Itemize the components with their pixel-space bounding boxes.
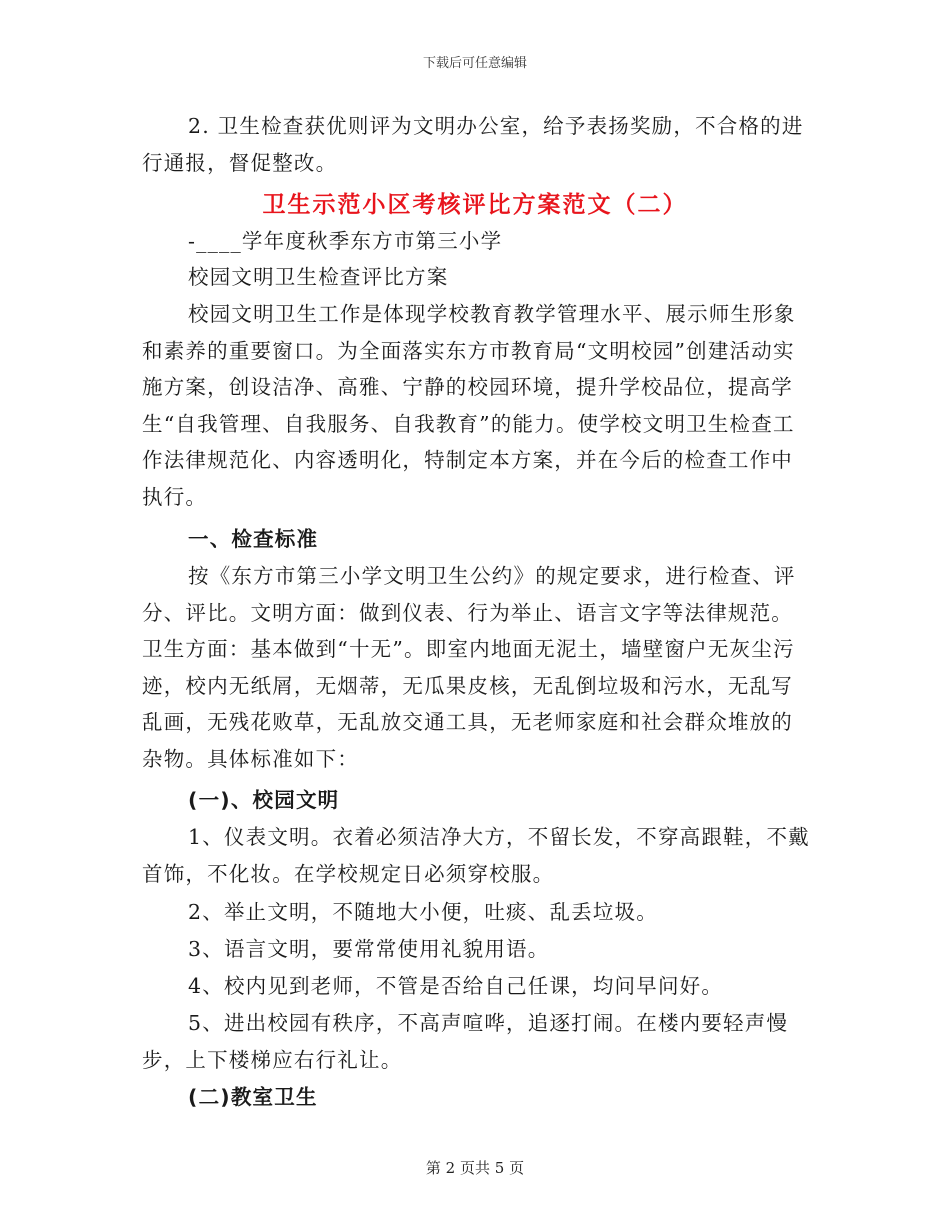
subsection-heading-classroom: (二)教室卫生 xyxy=(188,1085,318,1109)
campus-item-1: 1、仪表文明。衣着必须洁净大方，不留长发，不穿高跟鞋，不戴首饰，不化妆。在学校规定日必须穿校服。 xyxy=(142,825,810,886)
document-title: 卫生示范小区考核评比方案范文（二） xyxy=(262,192,688,218)
standard-paragraph: 按《东方市第三小学文明卫生公约》的规定要求，进行检查、评分、评比。文明方面：做到仪表、行为举止、语言文字等法律规范。卫生方面：基本做到“十无”。即室内地面无泥土，墙壁窗户无灰尘污迹，校内无纸屑，无烟蒂，无瓜果皮核，无乱倒垃圾和污水，无乱写乱画，无残花败草，无乱放交通工具，无老师家庭和社会群众堆放的杂物。具体标准如下： xyxy=(142,564,796,771)
section-heading-standard: 一、检查标准 xyxy=(188,527,319,551)
subtitle-plan-name: 校园文明卫生检查评比方案 xyxy=(188,265,449,289)
page-header-note: 下载后可任意编辑 xyxy=(422,56,527,71)
subsection-heading-campus: (一)、校园文明 xyxy=(188,788,340,812)
page-footer: 第 2 页共 5 页 xyxy=(425,1159,525,1177)
subtitle-school-year: -____学年度秋季东方市第三小学 xyxy=(188,229,503,253)
campus-item-3: 3、语言文明，要常常使用礼貌用语。 xyxy=(188,937,550,961)
purpose-paragraph: 校园文明卫生工作是体现学校教育教学管理水平、展示师生形象和素养的重要窗口。为全面落实东方市教育局“文明校园”创建活动实施方案，创设洁净、高雅、宁静的校园环境，提升学校品位，提高学生“自我管理、自我服务、自我教育”的能力。使学校文明卫生检查工作法律规范化、内容透明化，特制定本方案，并在今后的检查工作中执行。 xyxy=(142,302,796,509)
intro-paragraph: 2. 卫生检查获优则评为文明办公室，给予表扬奖励，不合格的进行通报，督促整改。 xyxy=(142,114,804,175)
campus-item-2: 2、举止文明，不随地大小便，吐痰、乱丢垃圾。 xyxy=(188,900,658,924)
campus-item-4: 4、校内见到老师，不管是否给自己任课，均问早问好。 xyxy=(188,974,724,998)
campus-item-5: 5、进出校园有秩序，不高声喧哗，追逐打闹。在楼内要轻声慢步，上下楼梯应右行礼让。 xyxy=(142,1011,789,1072)
